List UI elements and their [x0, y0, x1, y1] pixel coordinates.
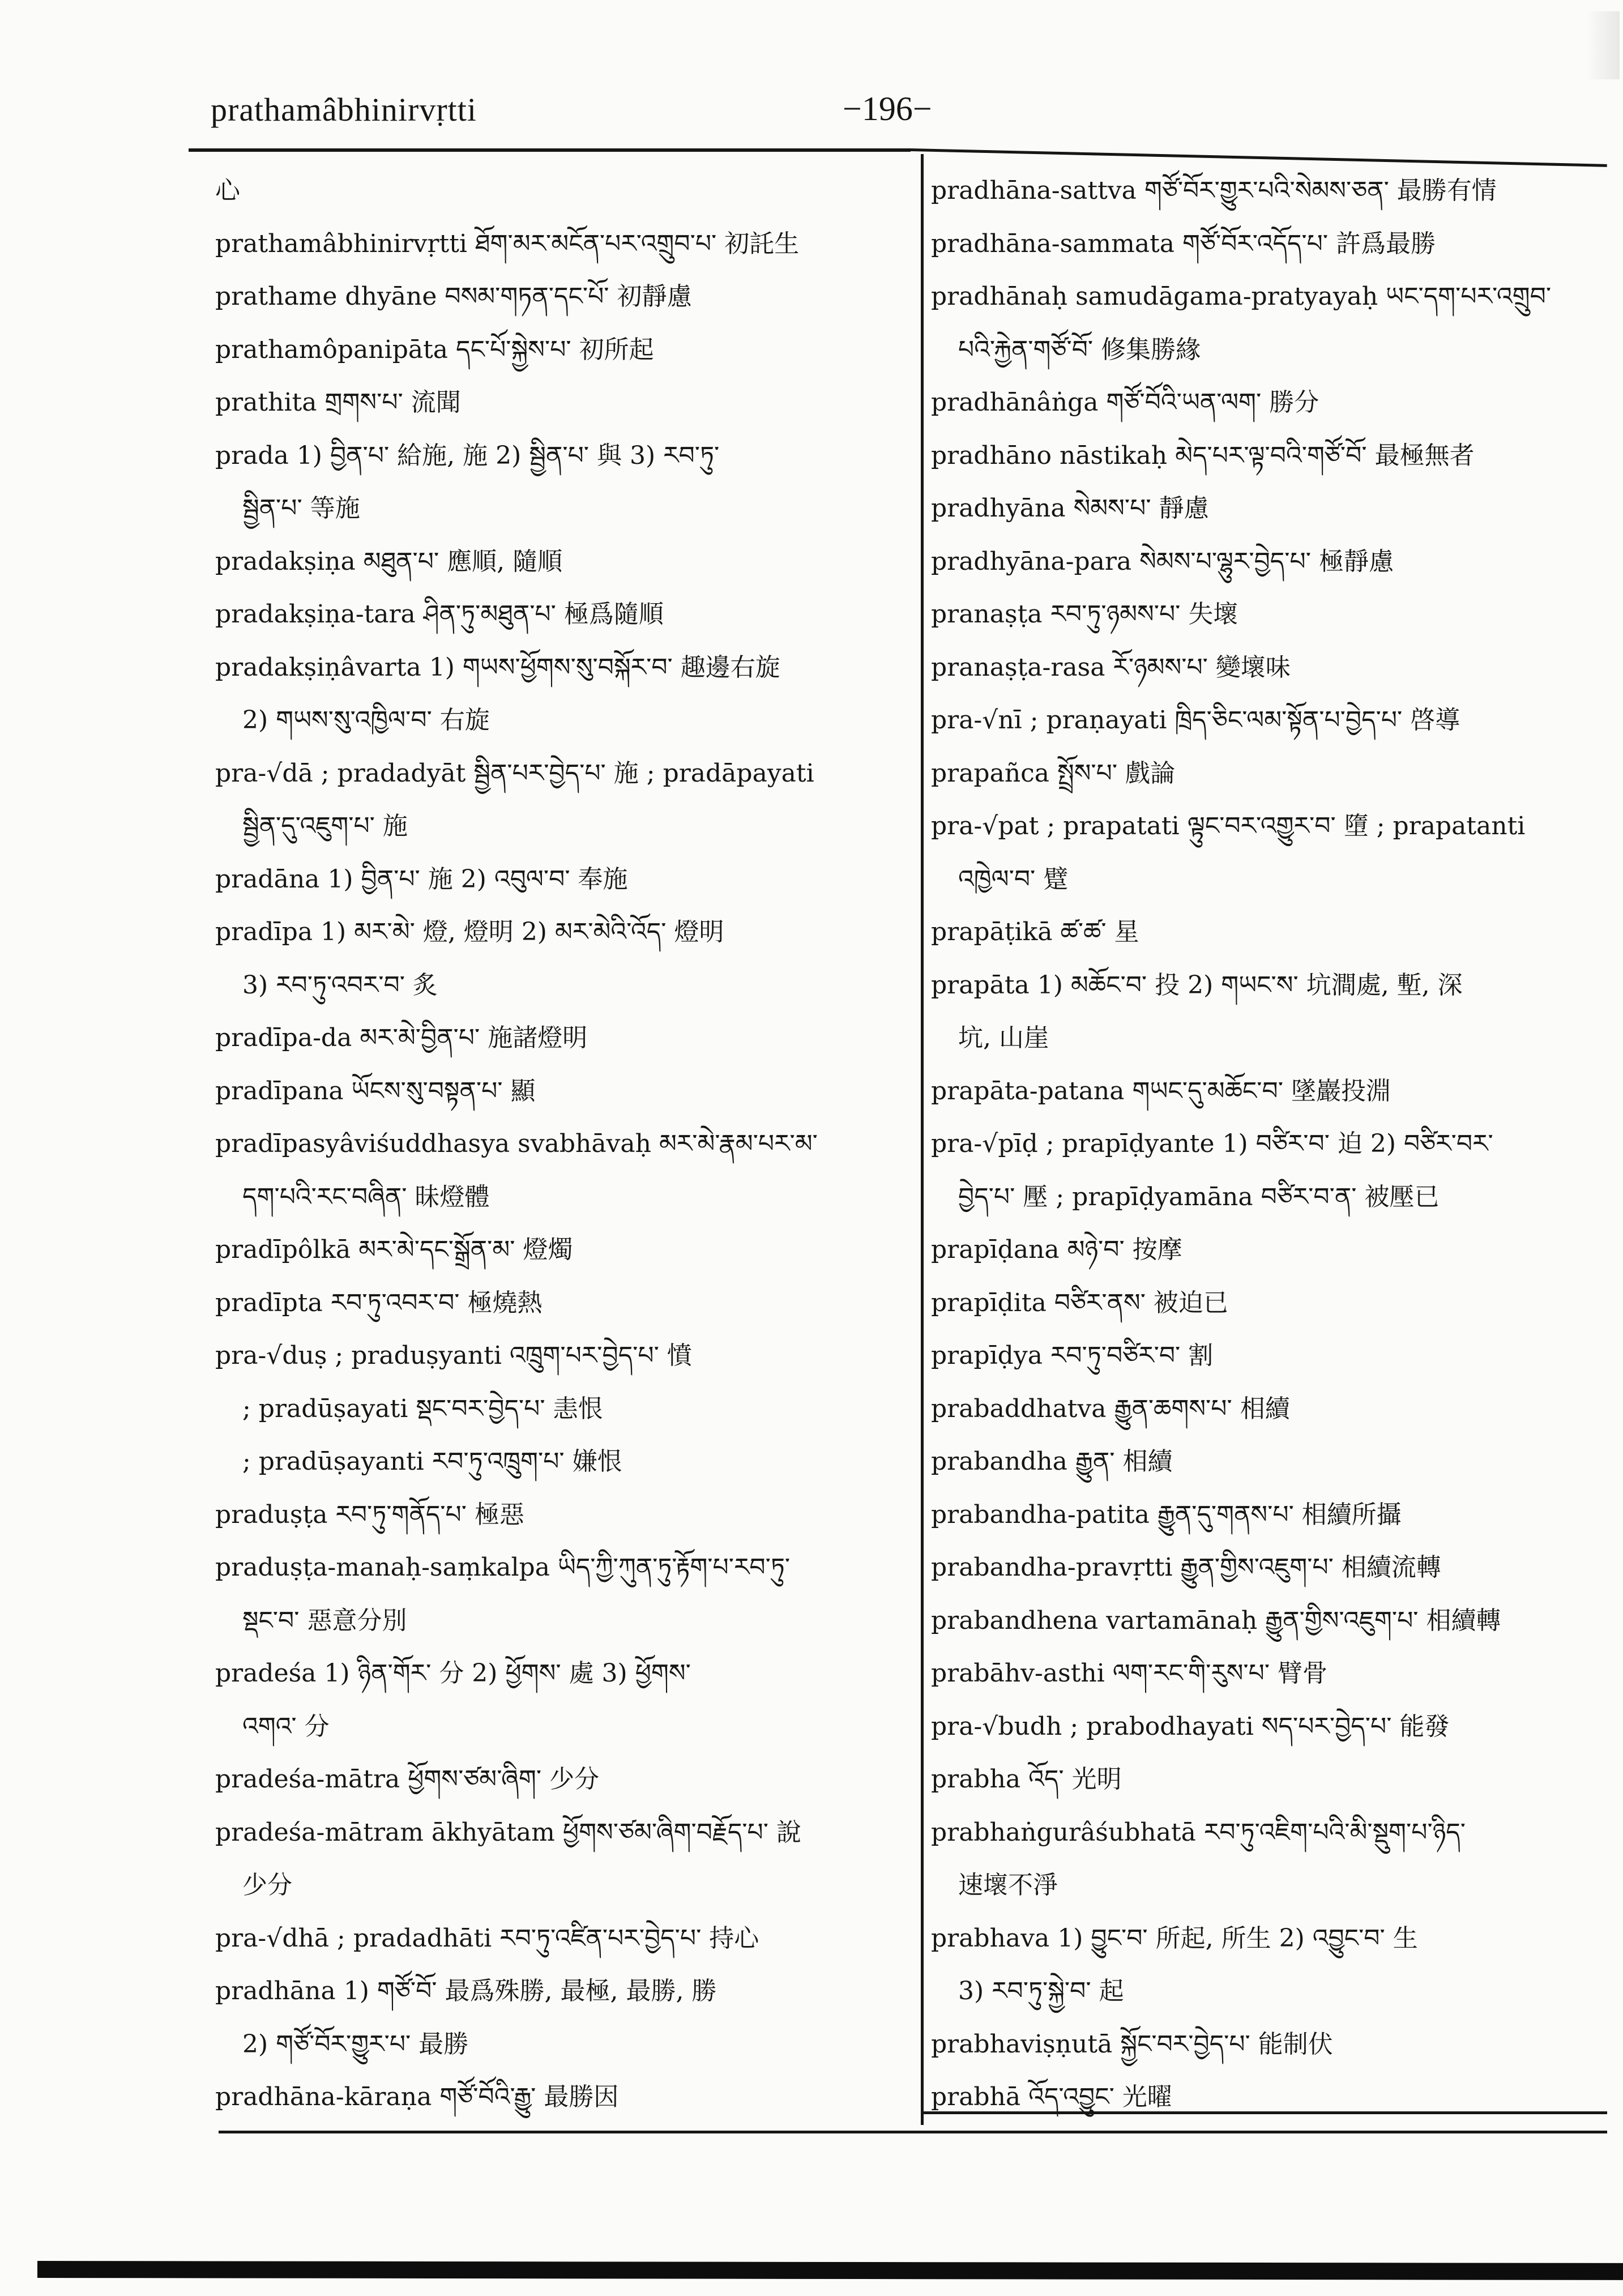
running-head: prathamâbhinirvṛtti [211, 91, 477, 128]
dictionary-entry-line: prabhā འོད་འབྱུང་ 光曜 [931, 2082, 1172, 2111]
left-column [215, 164, 895, 2124]
entry-continuation-line: ; pradūṣayati སྡང་བར་བྱེད་པ་ 恚恨 [242, 1394, 603, 1423]
dictionary-entry-line: prabhaviṣṇutā སྐྱོང་བར་བྱེད་པ་ 能制伏 [931, 2029, 1333, 2059]
entry-continuation-line: 3) རབ་ཏུ་སྐྱེ་བ་ 起 [958, 1977, 1124, 2005]
dictionary-entry-line: pradīpôlkā མར་མེ་དང་སྒྲོན་མ་ 燈燭 [215, 1235, 573, 1264]
dictionary-entry-line: pradhānaḥ samudāgama-pratyayaḥ ཡང་དག་པར་འགྲུབ་ [931, 282, 1552, 311]
entry-continuation-line: 2) གཡས་སུ་འཁྱིལ་བ་ 右旋 [242, 706, 490, 735]
dictionary-entry-line: prapīḍana མཉེ་བ་ 按摩 [931, 1235, 1182, 1264]
dictionary-entry-line: pradakṣiṇa-tara ཤིན་ཏུ་མཐུན་པ་ 極爲隨順 [215, 600, 664, 629]
dictionary-entry-line: pradhāna-kāraṇa གཙོ་བོའི་རྒྱུ་ 最勝因 [215, 2082, 619, 2111]
dictionary-entry-line: pradīpasyâviśuddhasya svabhāvaḥ མར་མེ་རྣམ་པར་མ་ [215, 1129, 818, 1158]
dictionary-entry-line: prada 1) བྱིན་པ་ 給施, 施 2) སྦྱིན་པ་ 與 3) རབ་ཏུ་ [215, 441, 720, 470]
dictionary-entry-line: pradīpana ཡོངས་སུ་བསྟན་པ་ 顯 [215, 1076, 536, 1106]
entry-continuation-line: སྦྱིན་པ་ 等施 [242, 494, 360, 523]
dictionary-entry-line: pradhāna-sattva གཙོ་བོར་གྱུར་པའི་སེམས་ཅན་ 最勝有情 [931, 176, 1497, 205]
dictionary-entry-line: prapañca སྤྲོས་པ་ 戲論 [931, 758, 1176, 788]
entry-continuation-line: 少分 [242, 1871, 292, 1900]
dictionary-entry-line: pradeśa 1) ཉིན་གོར་ 分 2) ཕྱོགས་ 處 3) ཕྱོགས་ [215, 1659, 691, 1688]
dictionary-entry-line: pranaṣṭa-rasa རོ་ཉམས་པ་ 變壞味 [931, 652, 1291, 682]
entry-continuation-line: 速壞不淨 [958, 1871, 1058, 1900]
dictionary-entry-line: prathame dhyāne བསམ་གཏན་དང་པོ་ 初靜慮 [215, 282, 692, 311]
dictionary-entry-line: pra-√duṣ ; praduṣyanti འཁྲུག་པར་བྱེད་པ་ 憤 [215, 1341, 692, 1370]
dictionary-entry-line: pra-√pat ; prapatati ལྟུང་བར་འགྱུར་བ་ 墮 ; prapatanti [931, 812, 1526, 840]
entry-continuation-line: པའི་རྐྱེན་གཙོ་བོ་ 修集勝緣 [958, 335, 1201, 364]
footer-rule [219, 2131, 1607, 2133]
dictionary-entry-line: pradhāno nāstikaḥ མེད་པར་ལྟ་བའི་གཙོ་བོ་ 最極無者 [931, 441, 1475, 470]
dictionary-entry-line: pra-√nī ; praṇayati ཁྲིད་ཅིང་ལམ་སྟོན་པ་བྱེད་པ་ 啓導 [931, 706, 1460, 735]
dictionary-entry-line: prapāta 1) མཆོང་བ་ 投 2) གཡང་ས་ 坑澗處, 塹, 深 [931, 970, 1463, 1000]
dictionary-entry-line: prathamôpanipāta དང་པོ་སྐྱེས་པ་ 初所起 [215, 335, 654, 364]
entry-continuation-line: སྡང་བ་ 惡意分別 [242, 1606, 407, 1635]
dictionary-entry-line: pradīpa-da མར་མེ་བྱིན་པ་ 施諸燈明 [215, 1023, 588, 1052]
right-column [931, 164, 1599, 2124]
dictionary-entry-line: pra-√dā ; pradadyāt སྦྱིན་པར་བྱེད་པ་ 施 ; pradāpayati [215, 758, 814, 788]
dictionary-entry-line: pradāna 1) བྱིན་པ་ 施 2) འབུལ་བ་ 奉施 [215, 864, 628, 894]
dictionary-entry-line: prapīḍya རབ་ཏུ་བཙིར་བ་ 割 [931, 1341, 1214, 1370]
page-number: −196− [843, 90, 932, 127]
dictionary-entry-line: prapāta-patana གཡང་དུ་མཆོང་བ་ 墜巖投淵 [931, 1076, 1391, 1106]
dictionary-entry-line: pradhyāna སེམས་པ་ 靜慮 [931, 494, 1209, 523]
dictionary-entry-line: pradhānâṅga གཙོ་བོའི་ཡན་ལག་ 勝分 [931, 388, 1319, 417]
dictionary-entry-line: pra-√pīḍ ; prapīḍyante 1) བཙིར་བ་ 迫 2) བཙིར་བར་ [931, 1129, 1493, 1158]
dictionary-entry-line: prabhava 1) བྱུང་བ་ 所起, 所生 2) འབྱུང་བ་ 生 [931, 1923, 1418, 1953]
dictionary-entry-line: pranaṣṭa རབ་ཏུ་ཉམས་པ་ 失壞 [931, 600, 1238, 629]
entry-continuation-line: སྦྱིན་དུ་འཇུག་པ་ 施 [242, 812, 408, 840]
dictionary-entry-line: pradīpa 1) མར་མེ་ 燈, 燈明 2) མར་མེའི་འོད་ 燈明 [215, 917, 724, 946]
dictionary-entry-line: prabha འོད་ 光明 [931, 1765, 1122, 1794]
entry-continuation-line: 坑, 山崖 [958, 1023, 1049, 1052]
dictionary-entry-line: pra-√budh ; prabodhayati སད་པར་བྱེད་པ་ 能發 [931, 1712, 1450, 1741]
dictionary-entry-line: pradakṣiṇa མཐུན་པ་ 應順, 隨順 [215, 547, 563, 576]
entry-continuation-line: དག་པའི་རང་བཞིན་ 昧燈體 [242, 1182, 490, 1211]
dictionary-entry-line: praduṣṭa རབ་ཏུ་གནོད་པ་ 極惡 [215, 1500, 524, 1529]
dictionary-entry-line: pradhyāna-para སེམས་པ་ལྷུར་བྱེད་པ་ 極靜慮 [931, 547, 1394, 576]
entry-continuation-line: ; pradūṣayanti རབ་ཏུ་འཁྲུག་པ་ 嫌恨 [242, 1447, 622, 1476]
dictionary-entry-line: prabandha-pravṛtti རྒྱུན་གྱིས་འཇུག་པ་ 相續流轉 [931, 1553, 1441, 1582]
dictionary-entry-line: pradakṣiṇâvarta 1) གཡས་ཕྱོགས་སུ་བསྐོར་བ་ 趣邊右旋 [215, 652, 780, 682]
dictionary-entry-line: prapīḍita བཙིར་ནས་ 被迫已 [931, 1288, 1228, 1317]
entry-continuation-line: འགའ་ 分 [242, 1712, 330, 1741]
dictionary-entry-line: prabhaṅgurâśubhatā རབ་ཏུ་འཇིག་པའི་མི་སྡུག་པ་ཉིད་ [931, 1817, 1466, 1847]
dictionary-entry-line: pradīpta རབ་ཏུ་འབར་བ་ 極燒熱 [215, 1288, 543, 1317]
dictionary-entry-line: prapāṭikā ཚ་ཚ་ 星 [931, 917, 1139, 946]
dictionary-entry-line: prabandha རྒྱུན་ 相續 [931, 1447, 1173, 1476]
entry-continuation-line: 2) གཙོ་བོར་གྱུར་པ་ 最勝 [242, 2029, 469, 2059]
scan-edge-shadow [37, 2261, 1623, 2280]
dictionary-entry-line: prabāhv-asthi ལག་རང་གི་རུས་པ་ 臂骨 [931, 1659, 1328, 1688]
dictionary-entry-line: pradhāna-sammata གཙོ་བོར་འདོད་པ་ 許爲最勝 [931, 229, 1436, 258]
dictionary-entry-line: pradeśa-mātram ākhyātam ཕྱོགས་ཙམ་ཞིག་བརྗོད་པ་ 說 [215, 1817, 801, 1847]
entry-continuation-line: འཁྱེལ་བ་ 躄 [958, 864, 1069, 894]
header-rule-left [189, 148, 911, 152]
column-divider [921, 154, 924, 2125]
entry-continuation-line: 3) རབ་ཏུ་འབར་བ་ 炙 [242, 970, 438, 1000]
dictionary-entry-line: pradhāna 1) གཙོ་བོ་ 最爲殊勝, 最極, 最勝, 勝 [215, 1977, 717, 2005]
dictionary-entry-line: pra-√dhā ; pradadhāti རབ་ཏུ་འཛིན་པར་བྱེད་པ་ 持心 [215, 1923, 759, 1953]
entry-continuation-line: བྱེད་པ་ 壓 ; prapīḍyamāna བཙིར་བ་ན་ 被壓已 [958, 1182, 1440, 1211]
dictionary-entry-line: prabaddhatva རྒྱུན་ཆགས་པ་ 相續 [931, 1394, 1290, 1423]
dictionary-entry-line: praduṣṭa-manaḥ-saṃkalpa ཡིད་ཀྱི་ཀུན་ཏུ་རྟོག་པ་རབ་ཏུ་ [215, 1553, 791, 1582]
dictionary-entry-line: pradeśa-mātra ཕྱོགས་ཙམ་ཞིག་ 少分 [215, 1765, 600, 1794]
dictionary-entry-line: 心 [215, 176, 240, 205]
dictionary-entry-line: prabandha-patita རྒྱུན་དུ་གནས་པ་ 相續所攝 [931, 1500, 1402, 1529]
dictionary-entry-line: prabandhena vartamānaḥ རྒྱུན་གྱིས་འཇུག་པ་ 相續轉 [931, 1606, 1501, 1635]
dictionary-entry-line: prathamâbhinirvṛtti ཐོག་མར་མངོན་པར་འགྲུབ་པ་ 初託生 [215, 229, 800, 258]
dictionary-entry-line: prathita གྲགས་པ་ 流聞 [215, 388, 461, 417]
scan-corner-smudge [1586, 11, 1620, 79]
